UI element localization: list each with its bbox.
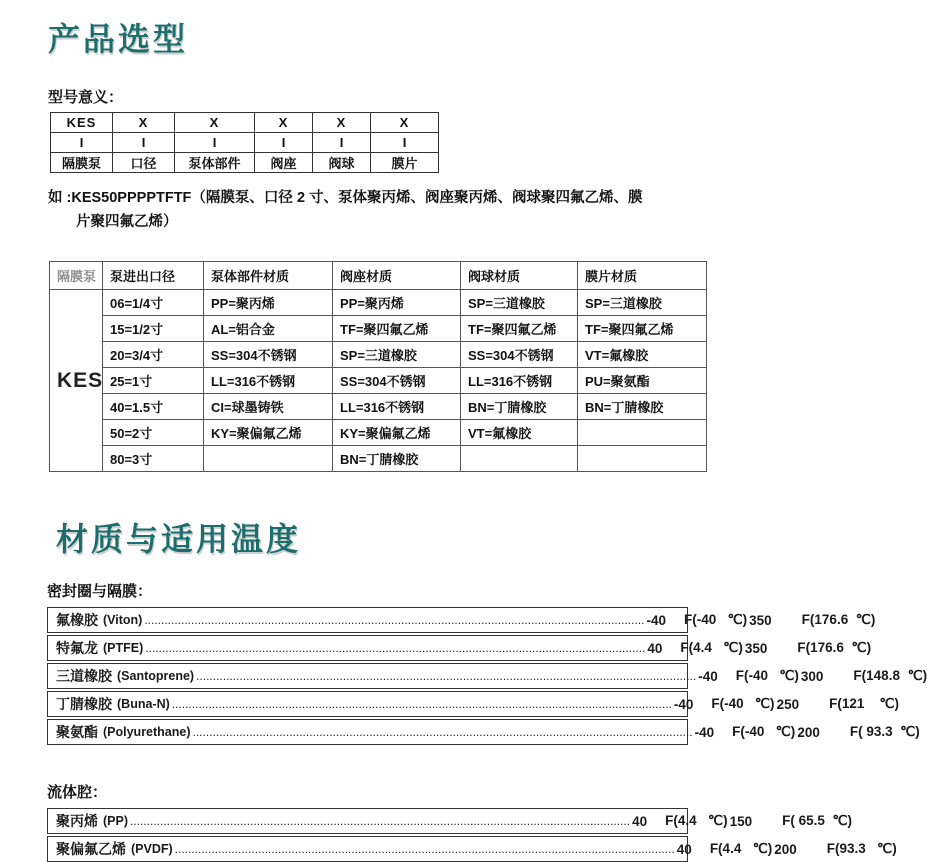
selection-cell <box>461 446 578 472</box>
seal-temperature-table <box>47 607 927 745</box>
code-cell: X <box>313 113 371 133</box>
min-temp-f: 40 <box>676 841 692 857</box>
selection-cell: 40=1.5寸 <box>103 394 204 420</box>
meaning-cell: 膜片 <box>371 153 439 173</box>
dot-leader <box>193 725 693 739</box>
dot-leader <box>172 697 672 711</box>
temp-row <box>47 607 876 633</box>
meaning-row <box>51 153 439 173</box>
min-temp-f: 40 <box>647 640 663 656</box>
page-title: 产品选型 <box>48 21 189 57</box>
selection-cell: SS=304不锈钢 <box>333 368 461 394</box>
selection-cell: LL=316不锈钢 <box>333 394 461 420</box>
temp-row <box>47 691 900 717</box>
selection-cell: AL=铝合金 <box>204 316 333 342</box>
dot-leader <box>130 814 630 828</box>
selection-cell: TF=聚四氟乙烯 <box>578 316 707 342</box>
selection-cell: TF=聚四氟乙烯 <box>461 316 578 342</box>
max-temp-c: F(176.6 ℃) <box>797 640 872 655</box>
selection-row <box>50 342 707 368</box>
max-temp-c: F( 93.3 ℃) <box>849 724 920 739</box>
example-note <box>48 186 708 234</box>
dot-leader <box>196 669 696 683</box>
selection-cell: LL=316不锈钢 <box>461 368 578 394</box>
material-name-cn: 丁腈橡胶 <box>56 696 112 712</box>
min-temp-f: 40 <box>632 813 648 829</box>
max-temp-c: F(176.6 ℃) <box>801 612 876 627</box>
meaning-cell: 阀座 <box>255 153 313 173</box>
selection-cell: 06=1/4寸 <box>103 290 204 316</box>
max-temp-f: 200 <box>774 841 797 857</box>
temp-row <box>47 719 920 745</box>
example-line-2: 片聚四氟乙烯） <box>76 214 178 230</box>
selection-header-cell: 隔膜泵 <box>50 262 103 290</box>
selection-cell: SS=304不锈钢 <box>204 342 333 368</box>
material-name-en: (Buna-N) <box>117 697 170 711</box>
selection-cell: SP=三道橡胶 <box>333 342 461 368</box>
selection-cell: PP=聚丙烯 <box>204 290 333 316</box>
selection-cell: SP=三道橡胶 <box>461 290 578 316</box>
selection-row <box>50 316 707 342</box>
selection-cell <box>578 420 707 446</box>
min-temp-f: -40 <box>694 724 715 740</box>
max-temp-c: F(93.3 ℃) <box>826 841 897 856</box>
selection-cell: VT=氟橡胶 <box>461 420 578 446</box>
max-temp-c: F(121 ℃) <box>829 696 900 711</box>
selection-cell: SS=304不锈钢 <box>461 342 578 368</box>
selection-row <box>50 290 707 316</box>
materials-section-title: 材质与适用温度 <box>56 521 302 557</box>
selection-row <box>50 394 707 420</box>
code-row <box>51 113 439 133</box>
material-name-en: (Viton) <box>103 613 143 627</box>
series-cell: KES <box>50 290 103 472</box>
material-name-en: (Santoprene) <box>117 669 195 683</box>
max-temp-f: 200 <box>797 724 820 740</box>
min-temp-c: F(-40 ℃) <box>683 612 748 627</box>
code-cell: X <box>175 113 255 133</box>
selection-cell: 50=2寸 <box>103 420 204 446</box>
selection-header-cell: 阀座材质 <box>333 262 461 290</box>
selection-cell: CI=球墨铸铁 <box>204 394 333 420</box>
model-meaning-label: 型号意义： <box>48 89 124 106</box>
connector-cell: I <box>175 133 255 153</box>
max-temp-f: 250 <box>776 696 800 712</box>
meaning-cell: 阀球 <box>313 153 371 173</box>
material-name-cn: 氟橡胶 <box>56 612 98 628</box>
meaning-cell: 隔膜泵 <box>51 153 113 173</box>
model-code-table <box>50 112 439 173</box>
meaning-cell: 口径 <box>113 153 175 173</box>
selection-cell: LL=316不锈钢 <box>204 368 333 394</box>
material-name-cn: 三道橡胶 <box>56 668 112 684</box>
selection-cell: KY=聚偏氟乙烯 <box>333 420 461 446</box>
meaning-cell: 泵体部件 <box>175 153 255 173</box>
max-temp-c: F( 65.5 ℃) <box>782 813 853 828</box>
min-temp-f: -40 <box>698 668 718 684</box>
selection-cell: KY=聚偏氟乙烯 <box>204 420 333 446</box>
material-name-cn: 聚丙烯 <box>56 813 98 829</box>
connector-cell: I <box>255 133 313 153</box>
material-name-en: (PTFE) <box>103 641 144 655</box>
selection-row <box>50 446 707 472</box>
selection-header-cell: 泵进出口径 <box>103 262 204 290</box>
selection-header-cell: 泵体部件材质 <box>204 262 333 290</box>
code-cell: X <box>255 113 313 133</box>
selection-cell: TF=聚四氟乙烯 <box>333 316 461 342</box>
fluid-section-label: 流体腔： <box>47 784 108 801</box>
min-temp-f: -40 <box>673 696 694 712</box>
selection-cell: 20=3/4寸 <box>103 342 204 368</box>
material-name-cn: 聚偏氟乙烯 <box>56 841 126 857</box>
code-cell: X <box>371 113 439 133</box>
min-temp-c: F(-40 ℃) <box>711 696 775 711</box>
selection-cell: PP=聚丙烯 <box>333 290 461 316</box>
selection-cell: BN=丁腈橡胶 <box>461 394 578 420</box>
temp-row <box>47 663 927 689</box>
max-temp-f: 350 <box>744 640 768 656</box>
connector-cell: I <box>113 133 175 153</box>
selection-row <box>50 368 707 394</box>
seal-section-label: 密封圈与隔膜： <box>47 583 153 600</box>
selection-cell: PU=聚氨酯 <box>578 368 707 394</box>
selection-header-cell: 阀球材质 <box>461 262 578 290</box>
material-name-cn: 聚氨酯 <box>56 724 98 740</box>
max-temp-f: 350 <box>749 612 772 628</box>
min-temp-c: F(4.4 ℃) <box>680 640 743 655</box>
min-temp-c: F(4.4 ℃) <box>665 813 728 828</box>
max-temp-f: 300 <box>800 668 824 684</box>
selection-header-cell: 膜片材质 <box>578 262 707 290</box>
min-temp-c: F(4.4 ℃) <box>709 841 773 856</box>
dot-leader <box>175 842 675 856</box>
selection-cell: VT=氟橡胶 <box>578 342 707 368</box>
connector-cell: I <box>51 133 113 153</box>
min-temp-c: F(-40 ℃) <box>735 668 799 683</box>
selection-cell <box>204 446 333 472</box>
material-name-en: (Polyurethane) <box>103 725 191 739</box>
material-name-cn: 特氟龙 <box>56 640 98 656</box>
connector-row <box>51 133 439 153</box>
temp-row <box>47 836 897 862</box>
temp-row <box>47 808 853 834</box>
selection-row <box>50 420 707 446</box>
selection-cell <box>578 446 707 472</box>
example-line-1: 如 :KES50PPPPTFTF（隔膜泵、口径 2 寸、泵体聚丙烯、阀座聚丙烯、阀球聚四氟乙烯、膜 <box>48 190 643 206</box>
max-temp-f: 150 <box>729 813 753 829</box>
selection-header-row <box>50 262 707 290</box>
selection-cell: 15=1/2寸 <box>103 316 204 342</box>
selection-cell: BN=丁腈橡胶 <box>333 446 461 472</box>
dot-leader <box>145 641 645 655</box>
code-cell: KES <box>51 113 113 133</box>
connector-cell: I <box>313 133 371 153</box>
selection-cell: 80=3寸 <box>103 446 204 472</box>
material-name-en: (PVDF) <box>131 842 173 856</box>
selection-cell: 25=1寸 <box>103 368 204 394</box>
fluid-temperature-table <box>47 808 897 862</box>
selection-cell: SP=三道橡胶 <box>578 290 707 316</box>
selection-cell: BN=丁腈橡胶 <box>578 394 707 420</box>
max-temp-c: F(148.8 ℃) <box>853 668 927 683</box>
material-name-en: (PP) <box>103 814 128 828</box>
selection-table <box>49 261 707 472</box>
min-temp-c: F(-40 ℃) <box>732 724 796 739</box>
min-temp-f: -40 <box>646 612 666 628</box>
dot-leader <box>144 613 644 627</box>
temp-row <box>47 635 872 661</box>
code-cell: X <box>113 113 175 133</box>
connector-cell: I <box>371 133 439 153</box>
